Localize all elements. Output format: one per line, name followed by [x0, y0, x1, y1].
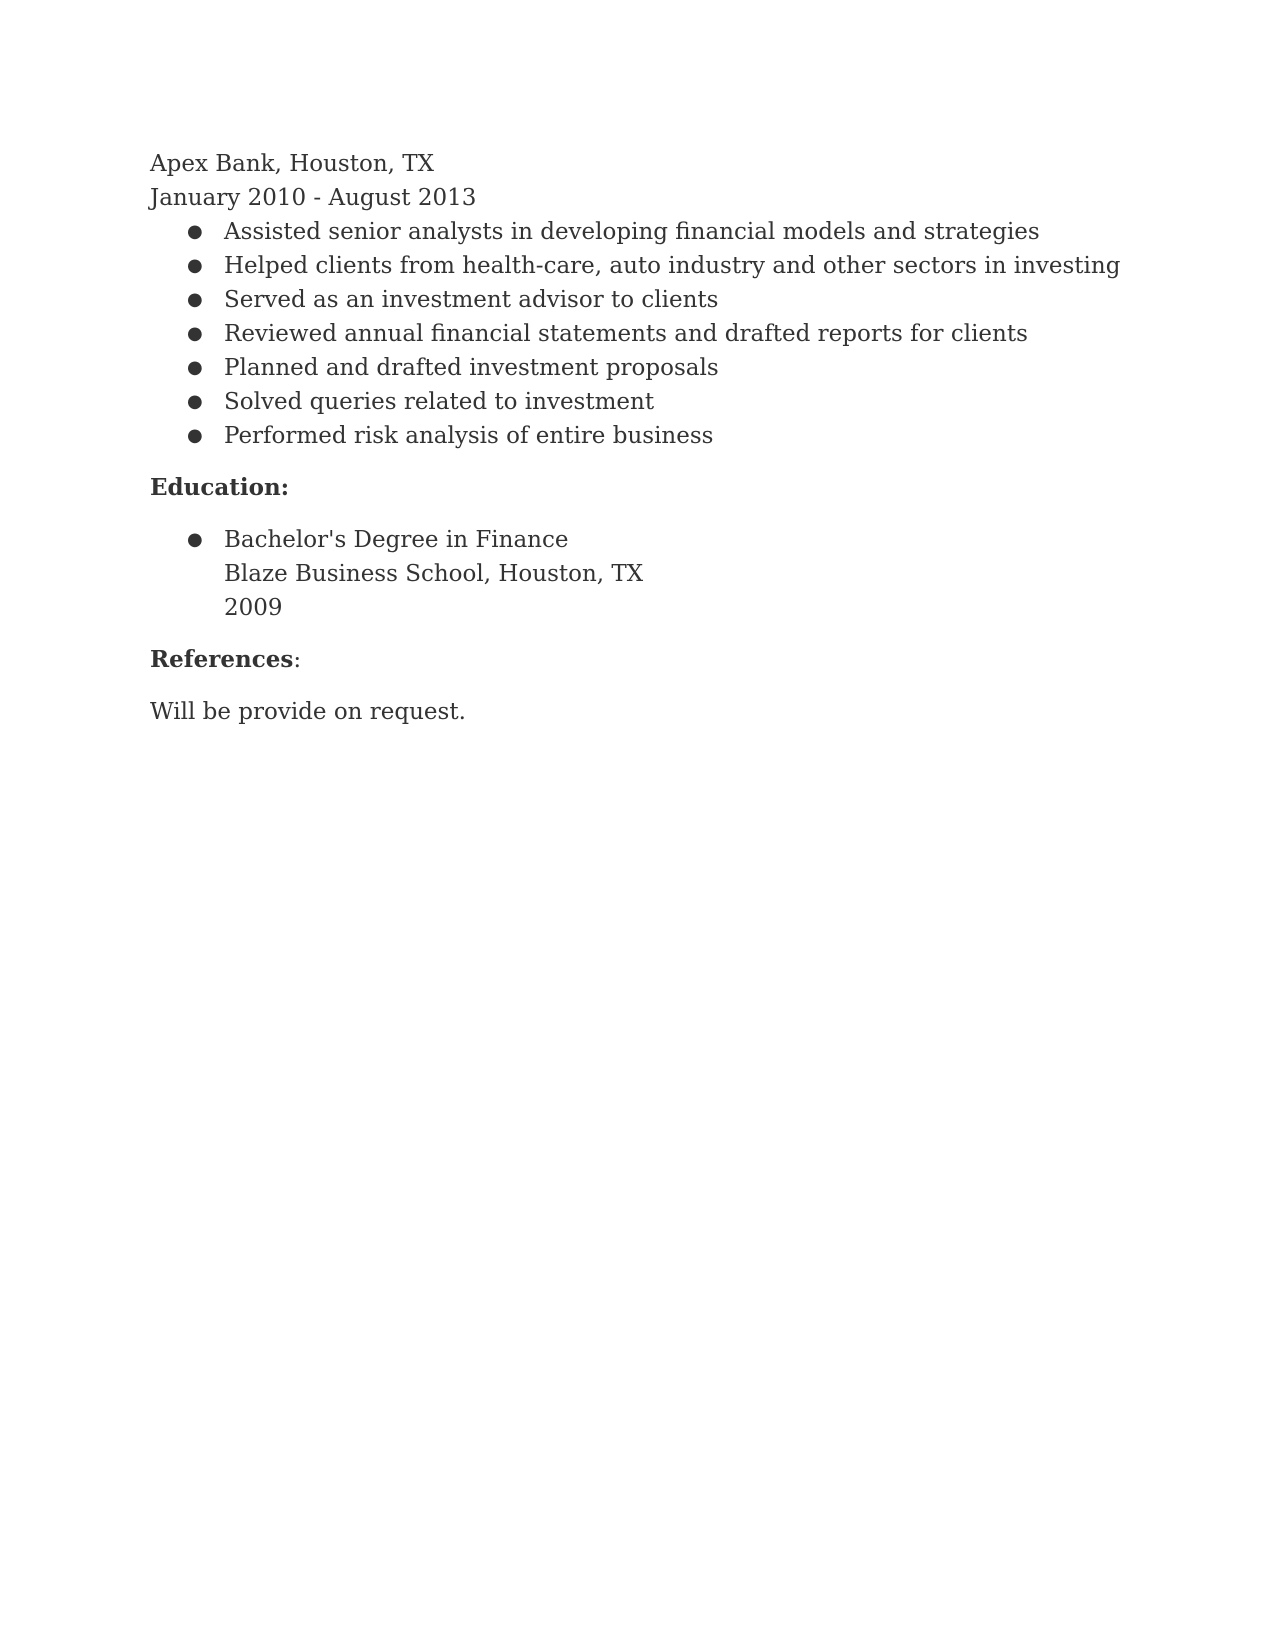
bullet-icon: ● [187, 255, 203, 276]
bullet-icon: ● [187, 323, 203, 344]
employment-dates: January 2010 - August 2013 [150, 185, 477, 211]
duty-item [150, 283, 1150, 317]
education-list [150, 523, 1150, 625]
duty-text: Helped clients from health-care, auto industry and other sectors in investing [224, 253, 1121, 279]
spacer [150, 625, 1150, 643]
duty-text: Performed risk analysis of entire business [224, 423, 714, 449]
references-heading: References [150, 646, 294, 673]
spacer [150, 505, 1150, 523]
duty-text: Solved queries related to investment [224, 389, 655, 415]
duty-text: Planned and drafted investment proposals [224, 355, 719, 381]
bullet-icon: ● [187, 529, 203, 550]
references-text: Will be provide on request. [150, 699, 466, 725]
degree-text: Bachelor's Degree in Finance [224, 527, 569, 553]
duty-text: Served as an investment advisor to clients [224, 287, 719, 313]
duty-item [150, 249, 1150, 283]
graduation-year: 2009 [224, 595, 283, 621]
duty-item [150, 351, 1150, 385]
references-colon: : [293, 647, 302, 673]
spacer [150, 453, 1150, 471]
bullet-icon: ● [187, 357, 203, 378]
school-text: Blaze Business School, Houston, TX [224, 561, 644, 587]
duty-item [150, 385, 1150, 419]
bullet-icon: ● [187, 391, 203, 412]
bullet-icon: ● [187, 425, 203, 446]
duty-text: Reviewed annual financial statements and drafted reports for clients [224, 321, 1028, 347]
duty-item [150, 215, 1150, 249]
education-heading: Education: [150, 474, 290, 501]
bullet-icon: ● [187, 289, 203, 310]
duty-text: Assisted senior analysts in developing financial models and strategies [224, 219, 1040, 245]
bullet-icon: ● [187, 221, 203, 242]
resume-content [150, 147, 1150, 729]
duty-item [150, 317, 1150, 351]
duty-item [150, 419, 1150, 453]
duties-list [150, 215, 1150, 453]
employer-line: Apex Bank, Houston, TX [150, 151, 434, 177]
references-heading-line [150, 643, 1150, 677]
education-item [150, 523, 1150, 625]
spacer [150, 677, 1150, 695]
